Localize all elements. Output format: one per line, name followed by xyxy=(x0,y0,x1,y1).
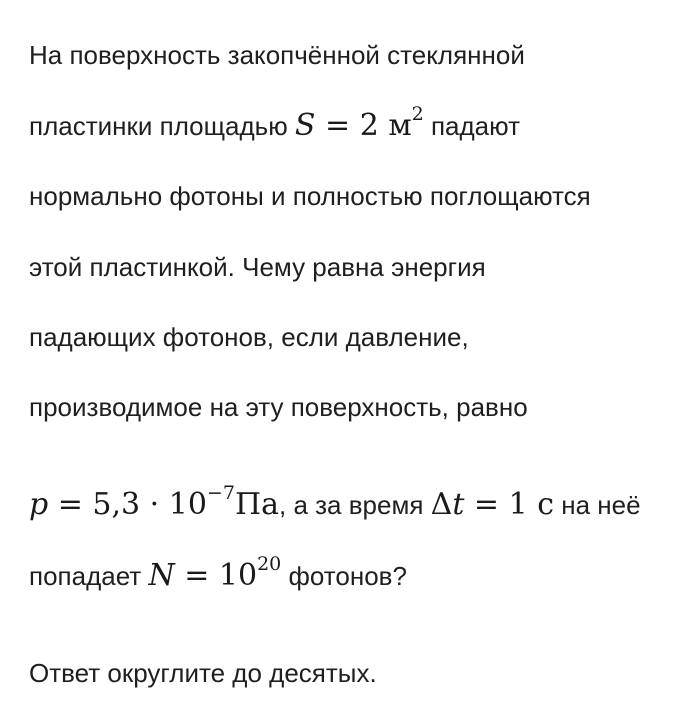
photon-count-value: = 10 xyxy=(174,558,258,593)
area-value: = 2 м xyxy=(315,108,412,143)
delta-symbol: Δ xyxy=(430,487,453,522)
problem-text-5: падающих фотонов, если давление, xyxy=(29,322,469,352)
area-exponent: 2 xyxy=(411,103,424,125)
area-formula xyxy=(294,103,424,143)
instruction-text: Ответ округлите до десятых. xyxy=(29,658,377,688)
problem-text-3: нормально фотоны и полностью поглощаются xyxy=(29,181,591,211)
pressure-formula xyxy=(29,482,279,522)
time-value: = 1 с xyxy=(464,487,555,522)
area-variable: S xyxy=(294,108,316,143)
problem-line-8 xyxy=(29,553,407,594)
photon-count-variable: N xyxy=(148,558,175,593)
problem-line-2 xyxy=(29,103,520,144)
problem-text-2-tail: падают xyxy=(423,111,520,141)
pressure-exponent: −7 xyxy=(206,482,235,504)
problem-text-8-tail: фотонов? xyxy=(281,561,407,591)
problem-text-1: На поверхность закопчённой стеклянной xyxy=(29,40,525,70)
problem-line-3 xyxy=(29,181,591,211)
problem-text-6: производимое на эту поверхность, равно xyxy=(29,392,528,422)
problem-text-8: попадает xyxy=(29,561,149,591)
time-formula xyxy=(431,487,554,522)
photon-count-exponent: 20 xyxy=(257,553,282,575)
photon-count-formula xyxy=(148,553,282,593)
problem-text-7-tail: на неё xyxy=(554,490,641,520)
problem-text-7-mid: , а за время xyxy=(279,490,431,520)
problem-text-4: этой пластинкой. Чему равна энергия xyxy=(29,252,486,282)
problem-line-4 xyxy=(29,252,486,282)
answer-instruction xyxy=(29,658,377,688)
problem-line-5 xyxy=(29,322,469,352)
problem-line-7 xyxy=(29,482,641,523)
problem-line-6 xyxy=(29,392,528,422)
pressure-value: = 5,3 · 10 xyxy=(48,487,207,522)
pressure-unit: Па xyxy=(234,487,279,522)
time-variable: t xyxy=(452,487,465,522)
pressure-variable: p xyxy=(29,487,49,522)
problem-text-2: пластинки площадью xyxy=(29,111,295,141)
problem-line-1 xyxy=(29,40,525,70)
